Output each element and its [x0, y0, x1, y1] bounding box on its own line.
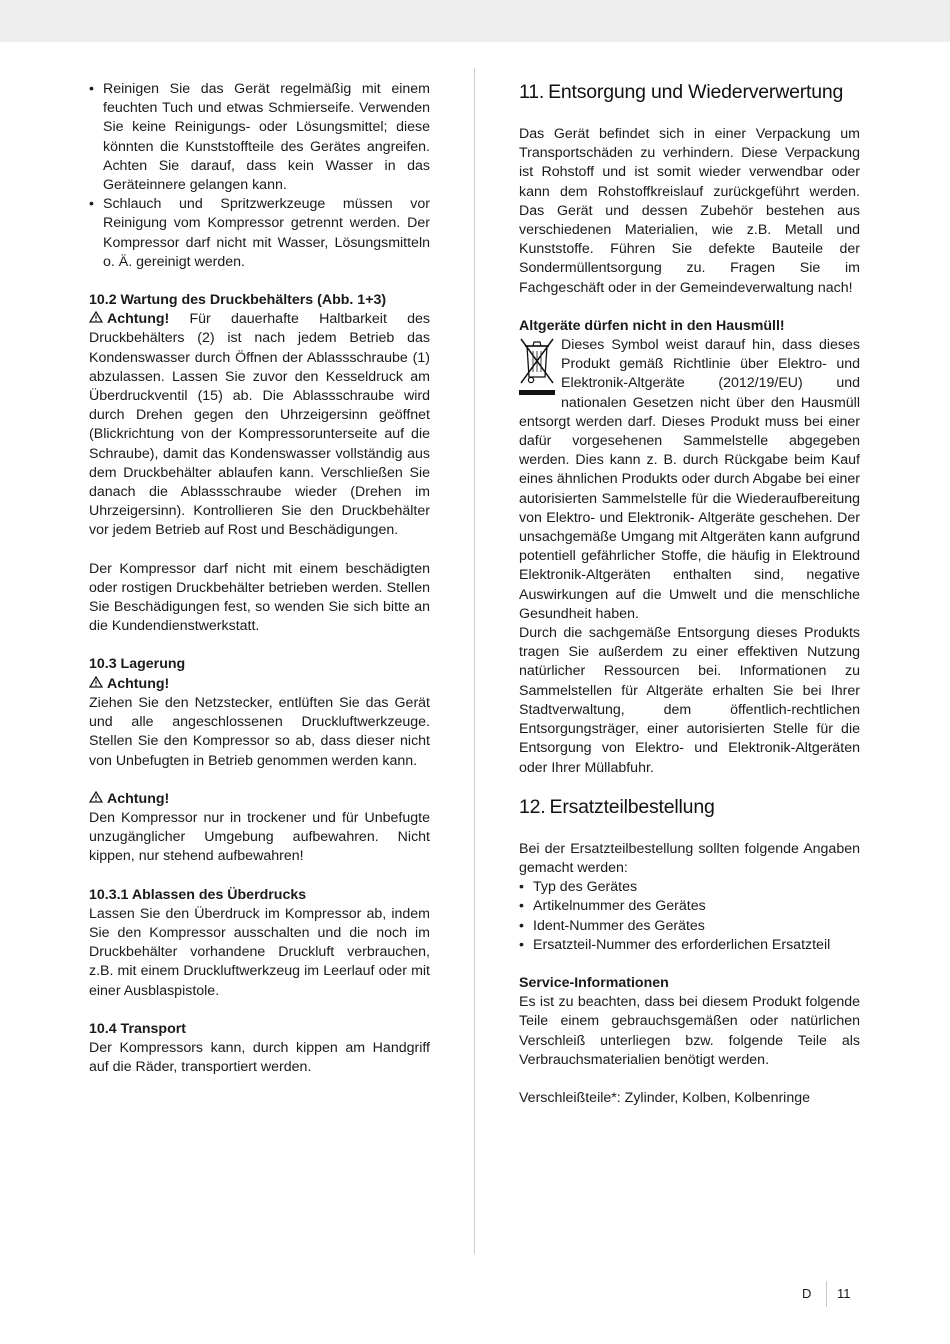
- wear-parts-text: Verschleißteile*: Zylinder, Kolben, Kolbenringe: [519, 1089, 811, 1106]
- warning-line: [89, 790, 430, 809]
- footer-separator: [826, 1281, 827, 1307]
- section-10-3-heading: 10.3 Lagerung: [89, 656, 186, 673]
- section-10-2-text-2: Der Kompressor darf nicht mit einem beschädigten oder rostigen Druckbehälter betrieben werden. Stellen Sie Beschädigungen fest, so wenden Sie sich bitte an die Kundendienstwerkstatt.: [89, 560, 430, 635]
- page-number: 11: [837, 1286, 851, 1301]
- section-10-3-text: Ziehen Sie den Netzstecker, entlüften Sie das Gerät und alle angeschlossenen Druckluftwerkzeuge. Stellen Sie den Kompressor so ab, dass dieser nicht von Unbefugten in Betrieb genommen werden kann.: [89, 694, 430, 769]
- list-item: • Reinigen Sie das Gerät regelmäßig mit einem feuchten Tuch und etwas Schmierseife. Verwenden Sie keine Reinigungs- oder Lösungsmittel; diese könnten die Kunststoffteile des Gerätes angreifen. Achten Sie darauf, dass kein Wasser in das Geräteinnere gelangen kann.: [89, 80, 430, 195]
- section-12-title: 12. Ersatzteilbestellung: [519, 795, 715, 818]
- section-11-text-2: Durch die sachgemäße Entsorgung dieses Produkts tragen Sie außerdem zu einer effektiven Nutzung natürlicher Ressourcen bei. Informationen zu Sammelstellen für Altgeräte erhalten Sie bei Ihrer Stadtverwaltung, dem öffentlich-rechtlichen Entsorgungsträger, einer autorisierten Stelle für die Entsorgung von Elektro- und Elektronik-Altgeräten oder Ihrer Müllabfuhr.: [519, 625, 860, 776]
- column-divider: [474, 68, 475, 1254]
- section-10-4-text: Der Kompressors kann, durch kippen am Handgriff auf die Räder, transportiert werden.: [89, 1039, 430, 1076]
- section-10-2-text: Achtung! Für dauerhafte Haltbarkeit des Druckbehälters (2) ist nach jedem Betrieb das Kondenswasser durch Öffnen der Ablassschraube (1) abzulassen. Lassen Sie zuvor den Kesseldruck am Überdruckventil (15) ab. Die Ablassschraube wird durch Drehen gegen den Uhrzeigersinn geöffnet (Blickrichtung von der Kompressorunterseite auf die Schraube), damit das Kondenswasser vollständig aus dem Druckbehälter ablaufen kann. Verschließen Sie danach die Ablassschraube wieder (Drehen im Uhrzeigersinn). Kontrollieren Sie den Druckbehälter vor jedem Betrieb auf Rost und Beschädigungen.: [89, 311, 430, 539]
- section-11-title: 11. Entsorgung und Wiederverwertung: [519, 81, 844, 103]
- warning-triangle-icon: [89, 675, 103, 694]
- language-code: D: [802, 1286, 812, 1301]
- warning-triangle-icon: [89, 790, 103, 809]
- section-12-intro: Bei der Ersatzteilbestellung sollten folgende Angaben gemacht werden:: [519, 840, 860, 876]
- section-10-2-heading: 10.2 Wartung des Druckbehälters (Abb. 1+3): [89, 292, 387, 309]
- crossed-out-wheelie-bin-icon: [519, 337, 555, 395]
- warning-label: Achtung!: [107, 790, 170, 807]
- spare-parts-list: [519, 878, 860, 955]
- list-item: • Artikelnummer des Gerätes: [519, 897, 860, 916]
- left-column: [89, 80, 430, 1077]
- right-column: [519, 80, 860, 1108]
- warning-line: [89, 675, 430, 694]
- section-11-subheading: Altgeräte dürfen nicht in den Hausmüll!: [519, 317, 785, 334]
- warning-label: Achtung!: [107, 311, 170, 328]
- warning-label: Achtung!: [107, 675, 170, 692]
- list-item: • Ersatzteil-Nummer des erforderlichen Ersatzteil: [519, 936, 860, 955]
- list-item: • Ident-Nummer des Gerätes: [519, 917, 860, 936]
- weee-paragraph: [519, 336, 860, 624]
- section-10-3-1-heading: 10.3.1 Ablassen des Überdrucks: [89, 886, 307, 903]
- service-heading: Service-Informationen: [519, 974, 669, 991]
- list-item: • Schlauch und Spritzwerkzeuge müssen vor Reinigung vom Kompressor getrennt werden. Der Kompressor darf nicht mit Wasser, Lösungsmitteln o. Ä. gereinigt werden.: [89, 195, 430, 272]
- section-11-text: Das Gerät befindet sich in einer Verpackung um Transportschäden zu verhindern. Diese Verpackung ist Rohstoff und ist somit wieder verwendbar oder kann dem Rohstoffkreislauf zurückgeführt werden. Das Gerät und dessen Zubehör bestehen aus verschiedenen Materialien, wie z.B. Metall und Kunststoffe. Führen Sie defekte Bauteile der Sondermüllentsorgung zu. Fragen Sie im Fachgeschäft oder in der Gemeindeverwaltung nach!: [519, 126, 860, 296]
- cleaning-bullet-list: [89, 80, 430, 272]
- service-text: Es ist zu beachten, dass bei diesem Produkt folgende Teile einem gebrauchsgemäßen oder natürlichen Verschleiß unterliegen bzw. folgende Teile als Verbrauchsmaterialien benötigt werden.: [519, 994, 860, 1068]
- list-item: • Typ des Gerätes: [519, 878, 860, 897]
- page-footer: [0, 1284, 950, 1304]
- section-10-3-text-2: Den Kompressor nur in trockener und für Unbefugte unzugänglicher Umgebung aufbewahren. Nicht kippen, nur stehend aufbewahren!: [89, 809, 430, 865]
- section-10-4-heading: 10.4 Transport: [89, 1020, 186, 1037]
- weee-text: Dieses Symbol weist darauf hin, dass dieses Produkt gemäß Richtlinie über Elektro- und Elektronik-Altgeräte (2012/19/EU) und nationalen Gesetzen nicht über den Hausmüll entsorgt werden darf. Dieses Produkt muss bei einer dafür vorgesehenen Sammelstelle abgegeben werden. Dies kann z. B. durch Rückgabe beim Kauf eines ähnlichen Produkts oder durch Abgabe bei einer autorisierten Sammelstelle für die Wiederaufbereitung von Elektro- und Elektronik- Altgeräte geschehen. Der unsachgemäße Umgang mit Altgeräten kann aufgrund potentiell gefährlicher Stoffe, die häufig in Elektround Elektronik-Altgeräten enthalten sind, negative Auswirkungen auf die Umwelt und die menschliche Gesundheit haben.: [519, 337, 860, 622]
- top-band: [0, 0, 950, 42]
- section-10-3-1-text: Lassen Sie den Überdruck im Kompressor ab, indem Sie den Kompressor ausschalten und die noch im Druckbehälter vorhandene Druckluft verbrauchen, z.B. mit einem Druckluftwerkzeug im Leerlauf oder mit einer Ausblaspistole.: [89, 905, 430, 999]
- warning-triangle-icon: [89, 310, 103, 329]
